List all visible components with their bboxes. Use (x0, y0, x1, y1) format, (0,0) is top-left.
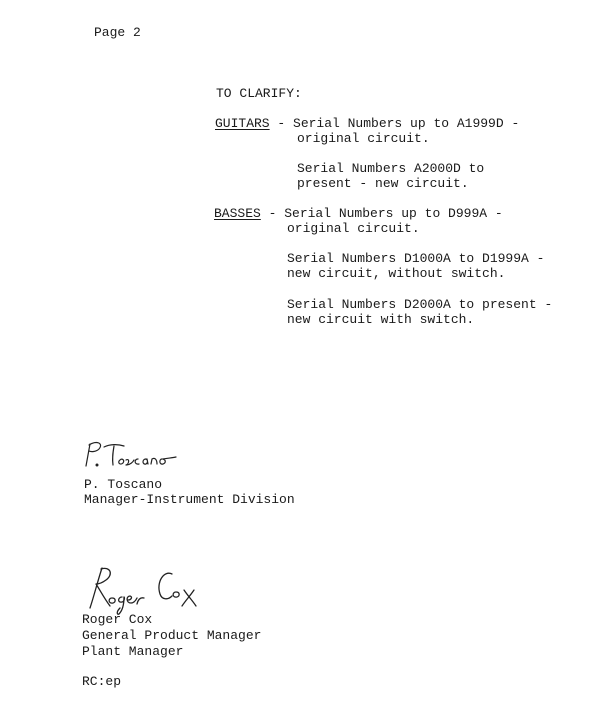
basses-line-4: new circuit, without switch. (287, 266, 506, 281)
guitars-line-1: Serial Numbers up to A1999D - (293, 116, 520, 131)
signature-cox (84, 560, 214, 616)
basses-line-2: original circuit. (287, 221, 420, 236)
guitars-line-3: Serial Numbers A2000D to (297, 161, 485, 176)
guitars-line-4: present - new circuit. (297, 176, 469, 191)
signature-toscano-drawing (80, 438, 210, 470)
guitars-header-line (215, 116, 519, 131)
basses-line-3: Serial Numbers D1000A to D1999A - (287, 251, 545, 266)
basses-line-6: new circuit with switch. (287, 312, 475, 327)
guitars-line-2: original circuit. (297, 131, 430, 146)
guitars-dash: - (269, 116, 294, 131)
signatory-1-title: Manager-Instrument Division (84, 492, 295, 507)
signatory-1-name: P. Toscano (84, 477, 163, 492)
basses-header-line (214, 206, 503, 221)
basses-dash: - (260, 206, 285, 221)
signatory-2-title-1: General Product Manager (82, 628, 262, 643)
page-number: Page 2 (94, 25, 141, 40)
signatory-2-title-2: Plant Manager (82, 644, 184, 659)
basses-label: BASSES (214, 206, 261, 221)
basses-line-1: Serial Numbers up to D999A - (284, 206, 503, 221)
reference-initials: RC:ep (82, 674, 122, 689)
signature-cox-drawing (84, 560, 214, 616)
signature-toscano (80, 438, 210, 470)
guitars-label: GUITARS (215, 116, 270, 131)
heading: TO CLARIFY: (216, 86, 302, 101)
signatory-2-name: Roger Cox (82, 612, 153, 627)
basses-line-5: Serial Numbers D2000A to present - (287, 297, 553, 312)
